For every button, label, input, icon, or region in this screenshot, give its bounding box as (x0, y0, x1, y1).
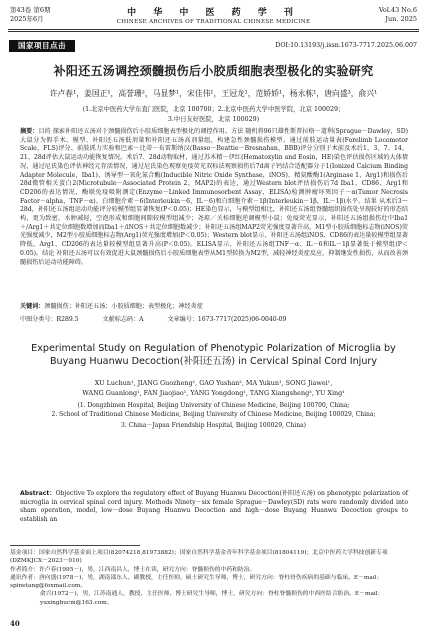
category-badge: 国家项目点击 (9, 40, 75, 52)
affiliation-cn-line-2: 3.中日友好医院，北京 100029) (167, 116, 260, 123)
article-title-cn: 补阳还五汤调控颈髓损伤后小胶质细胞表型极化的实验研究 (53, 64, 374, 78)
keywords-cn (20, 303, 408, 312)
keywords-cn-text: 颈髓损伤；补阳还五汤；小胶质细胞；表型极化；神经炎症 (44, 303, 203, 310)
header-volume-en-block (379, 6, 417, 24)
journal-title-cn: 中 华 中 医 药 学 刊 (127, 8, 300, 18)
title-en-line-1: Experimental Study on Regulation of Phenotypic Polarization of Microglia by (31, 343, 396, 354)
authors-en (0, 378, 427, 398)
article-number: 文章编号：1673-7717(2025)06-0040-09 (167, 316, 287, 323)
authors-en-line-1: XU Luchun¹, JIANG Guozheng¹, GAO Yushan², MA Yukun¹, SONG Jiawei¹, (94, 379, 333, 387)
authors-en-line-2: WANG Guanlong¹, FAN Jiaojiao¹, YANG Yongdong¹, TANG Xiangsheng³, YU Xing¹ (82, 389, 345, 397)
footnotes (10, 549, 418, 607)
footnote-funding: 基金项目：国家自然科学基金面上项目(82074218,81973882)；国家自然科学基金青年科学基金项目(81804119)；北京中医药大学科技创新专项(DZMKJCX－2023－010) (10, 550, 388, 565)
document-code: 文献标志码：A (102, 316, 144, 323)
header-rule-thin (8, 31, 419, 32)
volume-en: Vol.43 No.6 (378, 6, 417, 14)
footnote-corresponding-1: 通讯作者：唐向盛(1978－)，男，湖南邵东人，副教授，主任医师，硕士研究生导师，博士，研究方向：脊柱骨伤疾病的基础与临床。E－mail：spinetang@foxmail.com。 (10, 574, 383, 590)
date-en: Jun. 2025 (385, 15, 417, 23)
volume-cn: 第43卷 第6期 (10, 6, 51, 14)
article-meta-cn (20, 314, 408, 323)
doi-text[interactable]: DOI:10.13193/j.issn.1673-7717.2025.06.007 (275, 42, 417, 49)
journal-header (0, 5, 427, 25)
affiliation-en-line-3: 3. China－Japan Friendship Hospital, Beijing 100029, China) (121, 422, 306, 429)
affiliation-en-line-1: (1. Dongzhimen Hospital, Beijing University of Chinese Medicine, Beijing 100700, China; (77, 402, 350, 409)
abstract-cn-text: 目的 探索补阳还五汤对于颈髓损伤后小胶质细胞表型极化的调控作用。方法 随机将96只雄性斯普拉格－道利(Sprague－Dawley，SD)大鼠分为假手术、模型、补阳还五汤低剂量和补阳还五汤高剂量组，构建急性颈髓损伤模型。通过前肢运动量表(Forelimb Locomotor Scale，FLS)评分、前肢抓力实验和巴索－比蒂－布雷斯纳汉(Basso－Beattie－Bresnahan，BBB)评分分别于术前及术后1、3、7、14、21、28d评估大鼠运动功能恢复情况。术后7、28d动物取材，通过苏木精－伊红(Hematoxylin and Eosin，HE)染色评估损伤区域的大体情况，通过尼氏染色评估神经元存活情况，通过尼氏染色观察免疫荧光双标法观察损伤后7d离子钙结合适配器分子1(Ionized Calcium Binding Adapter Molecule，Iba1)、诱导型一氧化氮合酶(Inducible Nitric Oxide Synthase，iNOS)、精氨酸酶1(Arginase 1，Arg1)和损伤后28d微管相关蛋白2(Microtubule－Associated Protein 2，MAP2)的表达，通过Western blot评估损伤后7d Iba1、CD86、Arg1和CD206的表达情况，酶联免疫吸附测定(Enzyme－Linked Immunosorbent Assay，ELISA)检测肿瘤坏死因子－α(Tumor Necrosis Factor－alpha，TNF－α)、白细胞介素－6(Interleukin－6，IL－6)和白细胞介素－1β(Interleukin－1β，IL－1β)水平。结果 从术后3～28d，补阳还五汤组运动功能评分较模型组显著恢复(P＜0.05)；HE染色显示，与模型组相比，补阳还五汤组脊髓组织损伤处呈现较好的形态结构，更为致密，水肿减轻，空泡形成和细胞间隙较模型组减少；尧琼／关桂细胞逆调模型小鼠；免疫荧光显示，补阳还五汤组损伤灶中Iba1＋/Arg1＋共定位细胞数增加而Iba1＋/iNOS＋共定位细胞数减少；补阳还五汤组MAP2荧光强度显著升高，M1型小胶质细胞标志物(iNOS)荧光强度减少，M2型小胶质细胞标志物(Arg1)荧光强度增加(P＜0.05)；Western blot显示，补阳还五汤组iNOS、CD86的表达量较模型组显著降低，Arg1、CD206的表达量较模型组显著升高(P＜0.05)。ELISA显示，补阳还五汤组TNF－α、IL－6和IL－1β显著低于模型组(P＜0.05)。结论 补阳还五汤可以有效促进大鼠颈髓损伤后小胶质细胞表型从M1型转换为M2型，减轻神经炎症反应，抑制继发性损伤，从而改善颈髓损伤后运动功能障碍。 (20, 128, 408, 266)
keywords-cn-label: 关键词： (20, 303, 45, 310)
clc-number: 中图分类号：R289.5 (20, 316, 79, 323)
abstract-en (20, 490, 408, 525)
journal-title-en: CHINESE ARCHIVES OF TRADITIONAL CHINESE MEDICINE (116, 19, 311, 25)
abstract-cn (20, 128, 408, 267)
title-en-line-2: Buyang Huanwu Decoction(补阳还五汤) in Cervical Spinal Cord Injury (49, 356, 378, 367)
footnote-author-bio: 作者简介：许卢春(1995－)，男，江西南昌人，博士在读，研究方向：脊髓损伤的中药和防治。 (10, 566, 256, 573)
header-rule (8, 29, 419, 30)
date-cn: 2025年6月 (10, 15, 44, 23)
footnote-rule (10, 545, 140, 546)
page-number: 40 (10, 619, 20, 628)
authors-cn: 许卢春¹，姜国正¹，高誉珊²，马显梦¹，宋佳伟¹，王冠龙¹，范娇娇¹，杨永栋¹，唐向盛³，俞兴¹ (49, 89, 378, 98)
footnote-corresponding-2: 俞兴(1972－)，男，江苏南通人，教授，主任医师，博士研究生导师，博士，研究方向：脊柱脊髓损伤的中西医结合防治。E－mail：yuxingbucm@163.com。 (40, 591, 384, 606)
abstract-cn-label: 摘要： (20, 128, 39, 135)
abstract-en-label: Abstract： (20, 490, 56, 497)
article-title-en (0, 342, 427, 368)
affiliation-en-line-2: 2. School of Traditional Chinese Medicine, Beijing University of Chinese Medicine, Beijing 100029, China; (51, 411, 376, 418)
affiliation-cn-line-1: (1.北京中医药大学东直门医院，北京 100700；2.北京中医药大学中医学院，北京 100029； (82, 106, 345, 113)
abstract-en-text: Objective To explore the regulatory effect of Buyang Huanwu Decoction(补阳还五汤) on phenotypic polarization of microglia in cervical spinal cord injury. Methods Ninety－six female Sprague－Dawley(SD) rats were randomly divided into sham operation, model, low－dose Buyang Huanwu Decoction and high－dose Buyang Huanwu Decoction groups to establish an (20, 490, 408, 524)
